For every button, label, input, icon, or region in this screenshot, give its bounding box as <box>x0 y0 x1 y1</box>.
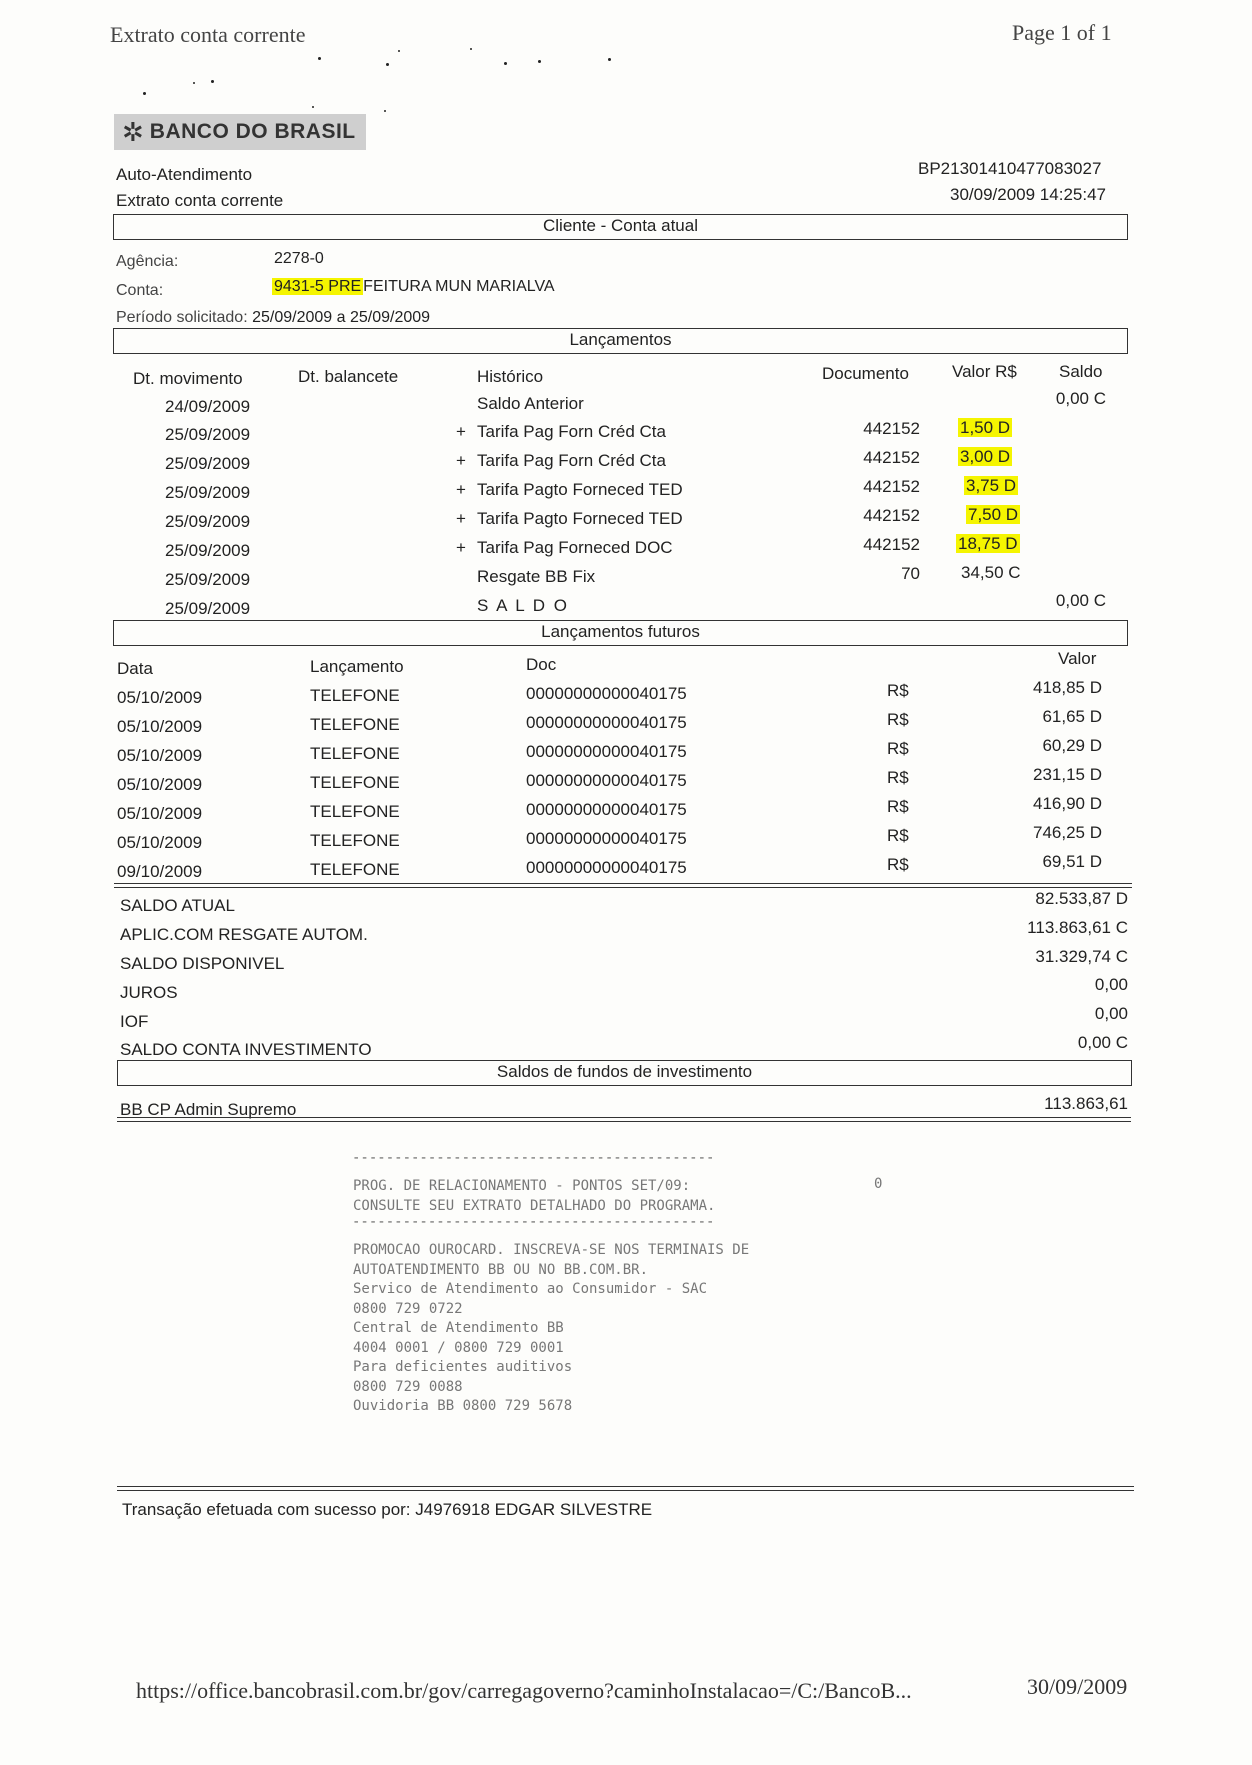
saldo-value: 113.863,61 C <box>1027 918 1128 937</box>
info-block <box>353 1241 749 1417</box>
lanc-doc: 442152 <box>863 419 920 438</box>
lanc-date: 25/09/2009 <box>165 454 251 473</box>
print-datetime: 30/09/2009 14:25:47 <box>950 185 1106 204</box>
conta-label: Conta: <box>116 282 164 299</box>
fundos-section-title: Saldos de fundos de investimento <box>496 1062 753 1081</box>
fundos-section-header <box>117 1060 1132 1086</box>
divider <box>117 1486 1134 1491</box>
saldo-label: JUROS <box>120 983 178 1002</box>
lanc-valor-highlight <box>966 505 1020 525</box>
futuro-lanc: TELEFONE <box>310 744 400 763</box>
futuros-section-header <box>113 620 1128 646</box>
lancamentos-section-header <box>113 328 1128 354</box>
futuro-date: 09/10/2009 <box>117 862 203 881</box>
futuro-valor: 416,90 D <box>1033 794 1102 813</box>
info-line: 4004 0001 / 0800 729 0001 <box>353 1339 564 1356</box>
futuro-currency: R$ <box>887 681 909 700</box>
lanc-valor-highlight <box>964 476 1018 496</box>
periodo-value: 25/09/2009 a 25/09/2009 <box>252 309 431 326</box>
futuro-currency: R$ <box>887 739 909 758</box>
futuro-date: 05/10/2009 <box>117 775 203 794</box>
periodo-label: Período solicitado: <box>116 309 248 326</box>
divider <box>114 883 1132 888</box>
lanc-date: 25/09/2009 <box>165 483 251 502</box>
futuro-lanc: TELEFONE <box>310 831 400 850</box>
info-line: Para deficientes auditivos <box>353 1359 573 1375</box>
col-data: Data <box>117 659 153 678</box>
info-line: Ouvidoria BB 0800 729 5678 <box>353 1398 573 1414</box>
protocol-number: BP21301410477083027 <box>918 159 1102 178</box>
lanc-valor: 18,75 D <box>958 534 1018 553</box>
futuro-doc: 00000000000040175 <box>526 829 687 848</box>
futuro-date: 05/10/2009 <box>117 804 203 823</box>
lanc-historico: Tarifa Pag Forneced DOC <box>477 538 673 557</box>
lanc-historico: Resgate BB Fix <box>477 567 596 586</box>
col-saldo: Saldo <box>1059 362 1103 381</box>
lanc-doc: 442152 <box>863 477 920 496</box>
futuro-lanc: TELEFONE <box>310 715 400 734</box>
print-footer-url: https://office.bancobrasil.com.br/gov/carregagoverno?caminhoInstalacao=/C:/BancoB... <box>136 1678 912 1703</box>
lanc-doc: 70 <box>901 564 920 583</box>
lanc-sign: + <box>456 422 466 441</box>
prog-points: 0 <box>874 1176 883 1192</box>
lanc-historico: S A L D O <box>477 596 570 615</box>
message-dashes: ------------------------------------------- <box>352 1214 715 1230</box>
info-line: Servico de Atendimento ao Consumidor - SAC <box>353 1281 708 1297</box>
saldo-value: 0,00 <box>1094 975 1128 994</box>
bank-logo-text: BANCO DO BRASIL <box>149 120 356 143</box>
lanc-date: 25/09/2009 <box>165 570 251 589</box>
col-dt-balancete: Dt. balancete <box>298 367 399 386</box>
fundo-value: 113.863,61 <box>1044 1094 1128 1113</box>
prog-line1: PROG. DE RELACIONAMENTO - PONTOS SET/09: <box>353 1178 691 1194</box>
lanc-sign: + <box>456 480 466 499</box>
bank-logo <box>114 114 366 150</box>
futuro-valor: 418,85 D <box>1033 678 1102 697</box>
col-doc: Doc <box>526 655 557 674</box>
info-line: 0800 729 0722 <box>353 1300 463 1317</box>
info-line: 0800 729 0088 <box>353 1378 463 1395</box>
futuro-lanc: TELEFONE <box>310 686 400 705</box>
col-historico: Histórico <box>477 367 544 386</box>
agencia-value: 2278-0 <box>274 250 324 267</box>
conta-number-highlight: 9431-5 PRE <box>274 278 362 295</box>
futuro-valor: 61,65 D <box>1042 707 1102 726</box>
futuro-doc: 00000000000040175 <box>526 684 687 703</box>
futuros-section-title: Lançamentos futuros <box>541 622 700 641</box>
lanc-valor-highlight <box>958 447 1012 467</box>
lanc-doc: 442152 <box>863 448 920 467</box>
futuro-date: 05/10/2009 <box>117 688 203 707</box>
conta-name: FEITURA MUN MARIALVA <box>363 278 555 295</box>
futuro-currency: R$ <box>887 710 909 729</box>
saldo-value: 31.329,74 C <box>1035 947 1128 966</box>
lanc-date: 25/09/2009 <box>165 512 251 531</box>
futuro-doc: 00000000000040175 <box>526 713 687 732</box>
saldo-label: IOF <box>120 1012 149 1031</box>
saldo-label: APLIC.COM RESGATE AUTOM. <box>120 925 368 944</box>
saldo-value: 0,00 C <box>1077 1033 1128 1052</box>
saldo-value: 0,00 <box>1094 1004 1128 1023</box>
futuro-valor: 60,29 D <box>1042 736 1102 755</box>
lanc-sign: + <box>456 451 466 470</box>
lanc-historico: Saldo Anterior <box>477 394 584 413</box>
futuro-lanc: TELEFONE <box>310 802 400 821</box>
lanc-valor: 1,50 D <box>960 418 1011 437</box>
lanc-valor: 3,00 D <box>960 447 1011 466</box>
futuro-date: 05/10/2009 <box>117 833 203 852</box>
lanc-valor: 3,75 D <box>966 476 1017 495</box>
lanc-doc: 442152 <box>863 535 920 554</box>
print-header-title: Extrato conta corrente <box>110 22 306 47</box>
print-footer-date: 30/09/2009 <box>1027 1674 1128 1699</box>
saldo-label: SALDO CONTA INVESTIMENTO <box>120 1040 372 1059</box>
saldo-value: 82.533,87 D <box>1035 889 1128 908</box>
fundo-name: BB CP Admin Supremo <box>120 1100 297 1119</box>
lanc-historico: Tarifa Pag Forn Créd Cta <box>477 422 666 441</box>
lanc-historico: Tarifa Pagto Forneced TED <box>477 480 683 499</box>
futuro-doc: 00000000000040175 <box>526 800 687 819</box>
futuro-valor: 69,51 D <box>1042 852 1102 871</box>
lanc-doc: 442152 <box>863 506 920 525</box>
futuro-currency: R$ <box>887 797 909 816</box>
conta-value <box>272 278 555 296</box>
futuro-doc: 00000000000040175 <box>526 858 687 877</box>
lanc-saldo: 0,00 C <box>1055 389 1106 408</box>
lancamentos-section-title: Lançamentos <box>569 330 672 349</box>
lanc-sign: + <box>456 509 466 528</box>
futuro-currency: R$ <box>887 855 909 874</box>
col-valor-futuro: Valor <box>1058 649 1097 668</box>
lanc-date: 25/09/2009 <box>165 425 251 444</box>
futuro-doc: 00000000000040175 <box>526 742 687 761</box>
lanc-valor: 7,50 D <box>968 505 1019 524</box>
lanc-valor: 34,50 C <box>961 563 1021 582</box>
doc-type: Extrato conta corrente <box>116 191 284 210</box>
lanc-date: 25/09/2009 <box>165 599 251 618</box>
info-line: PROMOCAO OUROCARD. INSCREVA-SE NOS TERMINAIS DE <box>353 1242 750 1258</box>
col-valor: Valor R$ <box>952 362 1017 381</box>
lanc-historico: Tarifa Pagto Forneced TED <box>477 509 683 528</box>
message-dashes: ------------------------------------------- <box>352 1150 715 1166</box>
futuro-date: 05/10/2009 <box>117 746 203 765</box>
transaction-text: Transação efetuada com sucesso por: J4976918 EDGAR SILVESTRE <box>122 1500 653 1519</box>
futuro-currency: R$ <box>887 768 909 787</box>
lanc-date: 25/09/2009 <box>165 541 251 560</box>
futuro-currency: R$ <box>887 826 909 845</box>
service-title: Auto-Atendimento <box>116 165 253 184</box>
col-lancamento: Lançamento <box>310 657 404 676</box>
futuro-doc: 00000000000040175 <box>526 771 687 790</box>
print-header-page: Page 1 of 1 <box>1012 20 1112 45</box>
futuro-date: 05/10/2009 <box>117 717 203 736</box>
info-line: Central de Atendimento BB <box>353 1320 564 1336</box>
futuro-valor: 231,15 D <box>1033 765 1102 784</box>
lanc-valor-highlight <box>956 534 1020 554</box>
client-section-title: Cliente - Conta atual <box>543 216 698 235</box>
periodo-row <box>116 309 430 327</box>
bank-logo-icon: ✲ <box>122 116 144 147</box>
lanc-date: 24/09/2009 <box>165 397 251 416</box>
futuro-valor: 746,25 D <box>1033 823 1102 842</box>
divider <box>117 1117 1131 1122</box>
agencia-label: Agência: <box>116 253 179 270</box>
lanc-valor-highlight <box>958 418 1012 438</box>
lanc-sign: + <box>456 538 466 557</box>
prog-line2: CONSULTE SEU EXTRATO DETALHADO DO PROGRAMA. <box>353 1198 716 1214</box>
info-line: AUTOATENDIMENTO BB OU NO BB.COM.BR. <box>353 1261 649 1278</box>
lanc-historico: Tarifa Pag Forn Créd Cta <box>477 451 666 470</box>
col-dt-movimento: Dt. movimento <box>133 369 243 388</box>
saldo-label: SALDO ATUAL <box>120 896 235 915</box>
futuro-lanc: TELEFONE <box>310 773 400 792</box>
saldo-label: SALDO DISPONIVEL <box>120 954 285 973</box>
col-documento: Documento <box>822 364 909 383</box>
lanc-saldo: 0,00 C <box>1055 591 1106 610</box>
client-section-header <box>113 214 1128 240</box>
futuro-lanc: TELEFONE <box>310 860 400 879</box>
